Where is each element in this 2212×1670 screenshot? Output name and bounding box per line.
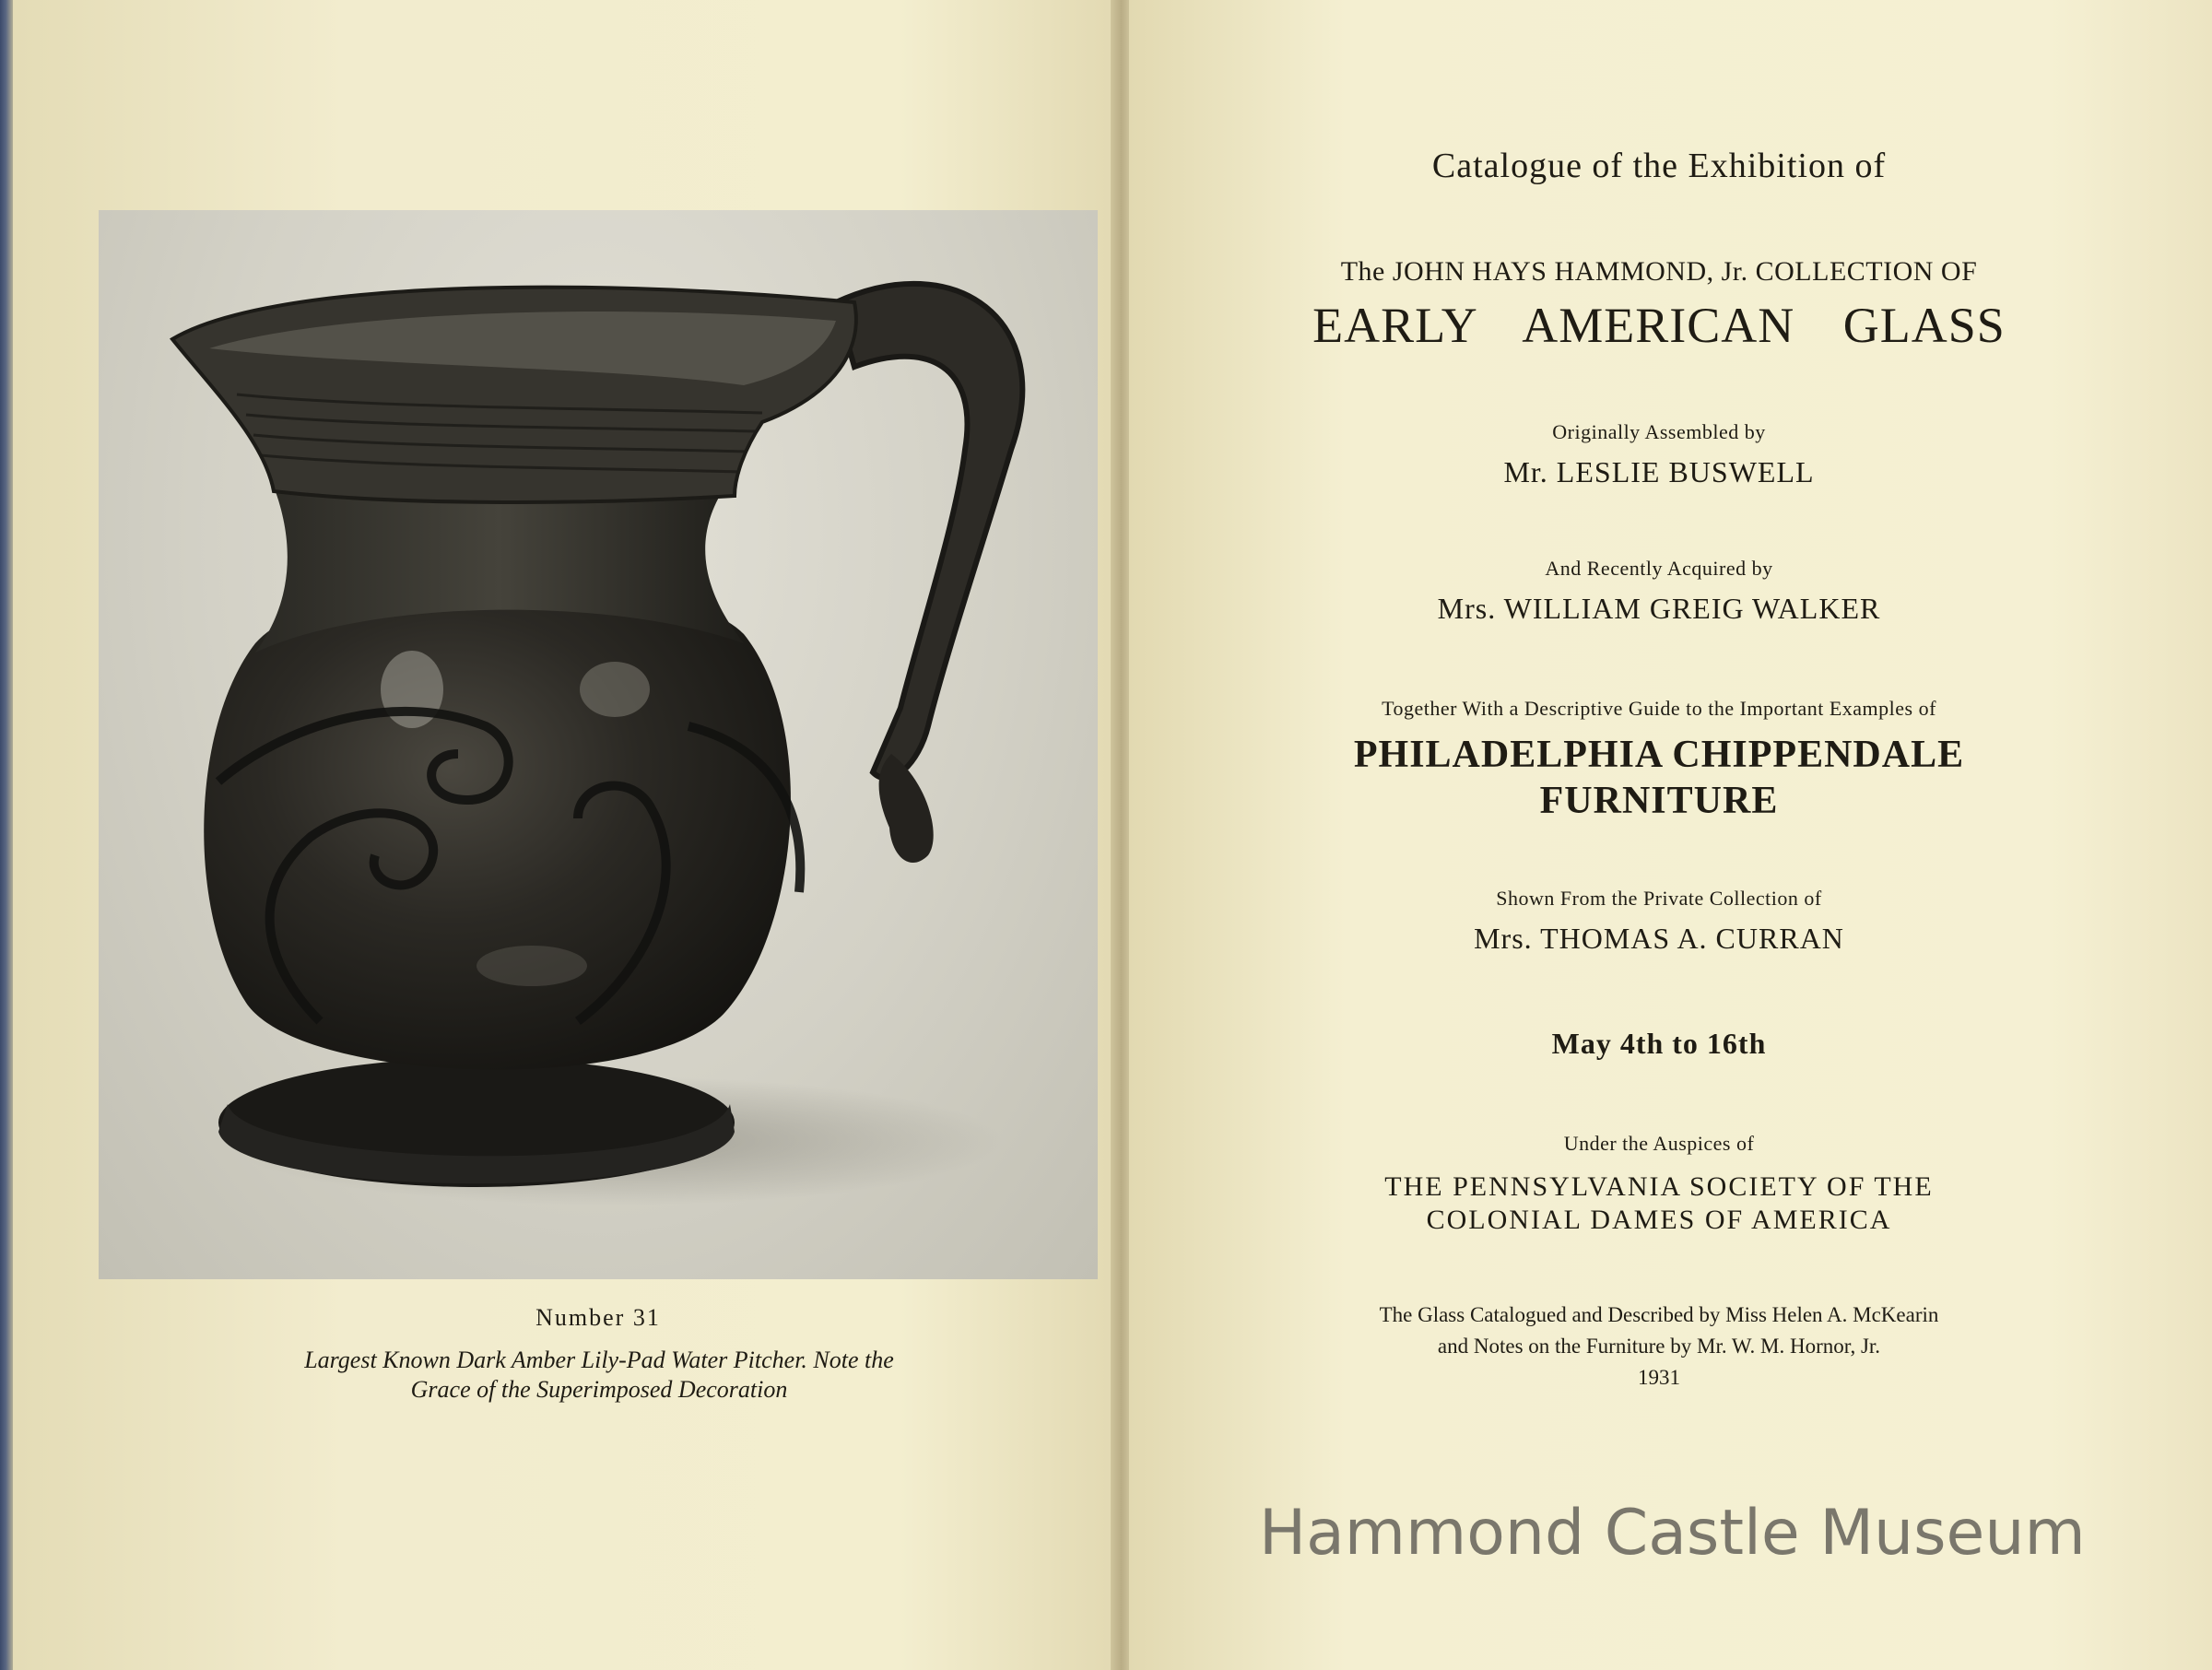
pitcher-body [204, 580, 791, 1070]
pitcher-photograph [99, 210, 1098, 1279]
pitcher-illustration [99, 210, 1098, 1279]
acquired-name: Mrs. WILLIAM GREIG WALKER [1437, 592, 1881, 625]
plate-number: Number 31 [535, 1304, 661, 1331]
shown-name: Mrs. THOMAS A. CURRAN [1474, 922, 1844, 955]
publication-year: 1931 [1638, 1366, 1680, 1389]
society-name [1134, 1170, 2184, 1237]
catalogue-heading: Catalogue of the Exhibition of [1431, 147, 1887, 185]
collection-title: EARLY AMERICAN GLASS [1312, 298, 2006, 353]
acquired-label: And Recently Acquired by [1545, 557, 1773, 580]
furniture-title-line-1: PHILADELPHIA CHIPPENDALE [1353, 734, 1965, 776]
plate-caption-line-1: Largest Known Dark Amber Lily-Pad Water Pitcher. Note the [304, 1347, 894, 1373]
assembled-label: Originally Assembled by [1552, 420, 1766, 443]
plate-caption-line-2: Grace of the Superimposed Decoration [410, 1376, 788, 1403]
credits-line-1: The Glass Catalogued and Described by Miss Helen A. McKearin [1379, 1303, 1939, 1326]
plate-caption [147, 1346, 1051, 1405]
right-page [1129, 0, 2212, 1670]
museum-watermark: Hammond Castle Museum [1259, 1497, 2086, 1570]
furniture-title [1134, 732, 2184, 824]
shown-label: Shown From the Private Collection of [1496, 887, 1822, 910]
credits [1134, 1300, 2184, 1394]
exhibition-dates: May 4th to 16th [1551, 1027, 1767, 1060]
society-name-line-2: COLONIAL DAMES OF AMERICA [1426, 1205, 1892, 1235]
guide-label: Together With a Descriptive Guide to the Important Examples of [1382, 697, 1936, 720]
pitcher-handle [836, 284, 1022, 779]
credits-line-2: and Notes on the Furniture by Mr. W. M. Hornor, Jr. [1437, 1335, 1881, 1358]
handle-lug [879, 754, 934, 863]
assembled-name: Mr. LESLIE BUSWELL [1503, 455, 1815, 488]
collection-line: The JOHN HAYS HAMMOND, Jr. COLLECTION OF [1340, 256, 1978, 287]
furniture-title-line-2: FURNITURE [1539, 780, 1779, 822]
society-name-line-1: THE PENNSYLVANIA SOCIETY OF THE [1384, 1171, 1934, 1202]
auspices-label: Under the Auspices of [1563, 1132, 1755, 1155]
